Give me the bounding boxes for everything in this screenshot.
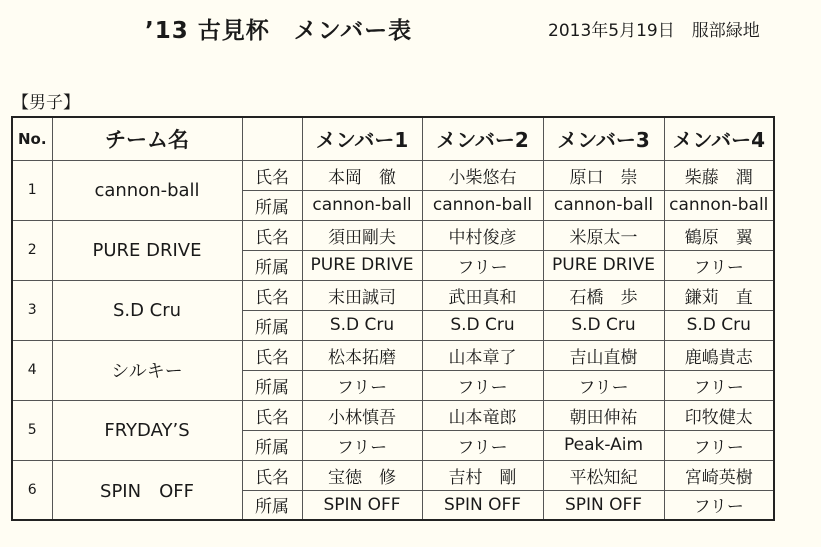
- member-affiliation: フリー: [422, 250, 543, 280]
- member-name: 宮崎英樹: [664, 460, 774, 490]
- member-name: 吉村 剛: [422, 460, 543, 490]
- member-affiliation: フリー: [543, 370, 664, 400]
- header-no: No.: [12, 117, 52, 160]
- member-name: 石橋 歩: [543, 280, 664, 310]
- row-label-affiliation: 所属: [242, 370, 302, 400]
- table-row: [12, 220, 774, 250]
- member-name: 鹿嶋貴志: [664, 340, 774, 370]
- team-number: 5: [12, 400, 52, 460]
- team-name: FRYDAY’S: [52, 400, 242, 460]
- member-name: 小柴悠右: [422, 160, 543, 190]
- row-label-affiliation: 所属: [242, 190, 302, 220]
- header-member-2: メンバー2: [422, 117, 543, 160]
- member-affiliation: フリー: [664, 430, 774, 460]
- member-name: 小林慎吾: [302, 400, 422, 430]
- table-row: [12, 160, 774, 190]
- row-label-name: 氏名: [242, 220, 302, 250]
- table-row: [12, 460, 774, 490]
- member-name: 鶴原 翼: [664, 220, 774, 250]
- team-name: cannon-ball: [52, 160, 242, 220]
- date-venue: 2013年5月19日 服部緑地: [548, 21, 760, 41]
- row-label-name: 氏名: [242, 460, 302, 490]
- member-affiliation: フリー: [664, 370, 774, 400]
- header-kind: [242, 117, 302, 160]
- member-affiliation: S.D Cru: [302, 310, 422, 340]
- header-member-4: メンバー4: [664, 117, 774, 160]
- header-member-1: メンバー1: [302, 117, 422, 160]
- header-team: チーム名: [52, 117, 242, 160]
- section-label: 【男子】: [12, 93, 80, 113]
- member-name: 山本章了: [422, 340, 543, 370]
- row-label-affiliation: 所属: [242, 250, 302, 280]
- member-affiliation: S.D Cru: [664, 310, 774, 340]
- member-affiliation: cannon-ball: [422, 190, 543, 220]
- member-name: 松本拓磨: [302, 340, 422, 370]
- member-name: 吉山直樹: [543, 340, 664, 370]
- team-number: 3: [12, 280, 52, 340]
- roster-table: [11, 116, 775, 521]
- member-name: 本岡 徹: [302, 160, 422, 190]
- member-affiliation: PURE DRIVE: [302, 250, 422, 280]
- member-name: 米原太一: [543, 220, 664, 250]
- member-affiliation: PURE DRIVE: [543, 250, 664, 280]
- header-member-3: メンバー3: [543, 117, 664, 160]
- member-affiliation: フリー: [302, 370, 422, 400]
- row-label-affiliation: 所属: [242, 310, 302, 340]
- team-name: SPIN OFF: [52, 460, 242, 520]
- member-affiliation: フリー: [664, 250, 774, 280]
- member-name: 平松知紀: [543, 460, 664, 490]
- row-label-affiliation: 所属: [242, 430, 302, 460]
- member-name: 朝田伸祐: [543, 400, 664, 430]
- table-header-row: [12, 117, 774, 160]
- team-number: 1: [12, 160, 52, 220]
- team-name: PURE DRIVE: [52, 220, 242, 280]
- table-row: [12, 280, 774, 310]
- team-number: 6: [12, 460, 52, 520]
- member-affiliation: フリー: [422, 370, 543, 400]
- member-affiliation: cannon-ball: [543, 190, 664, 220]
- member-name: 宝徳 修: [302, 460, 422, 490]
- table-row: [12, 400, 774, 430]
- member-affiliation: SPIN OFF: [543, 490, 664, 520]
- member-affiliation: S.D Cru: [422, 310, 543, 340]
- member-name: 柴藤 潤: [664, 160, 774, 190]
- member-name: 須田剛夫: [302, 220, 422, 250]
- member-affiliation: Peak-Aim: [543, 430, 664, 460]
- row-label-name: 氏名: [242, 280, 302, 310]
- member-affiliation: SPIN OFF: [302, 490, 422, 520]
- row-label-name: 氏名: [242, 160, 302, 190]
- member-name: 鎌苅 直: [664, 280, 774, 310]
- row-label-affiliation: 所属: [242, 490, 302, 520]
- table-row: [12, 340, 774, 370]
- member-affiliation: フリー: [422, 430, 543, 460]
- member-affiliation: cannon-ball: [302, 190, 422, 220]
- member-affiliation: フリー: [302, 430, 422, 460]
- member-name: 山本竜郎: [422, 400, 543, 430]
- member-affiliation: フリー: [664, 490, 774, 520]
- team-name: シルキー: [52, 340, 242, 400]
- member-affiliation: SPIN OFF: [422, 490, 543, 520]
- member-name: 原口 崇: [543, 160, 664, 190]
- team-name: S.D Cru: [52, 280, 242, 340]
- document-title: ’13 古見杯 メンバー表: [145, 18, 413, 44]
- member-name: 末田誠司: [302, 280, 422, 310]
- member-name: 武田真和: [422, 280, 543, 310]
- row-label-name: 氏名: [242, 340, 302, 370]
- team-number: 2: [12, 220, 52, 280]
- member-name: 印牧健太: [664, 400, 774, 430]
- member-name: 中村俊彦: [422, 220, 543, 250]
- row-label-name: 氏名: [242, 400, 302, 430]
- member-affiliation: S.D Cru: [543, 310, 664, 340]
- member-affiliation: cannon-ball: [664, 190, 774, 220]
- team-number: 4: [12, 340, 52, 400]
